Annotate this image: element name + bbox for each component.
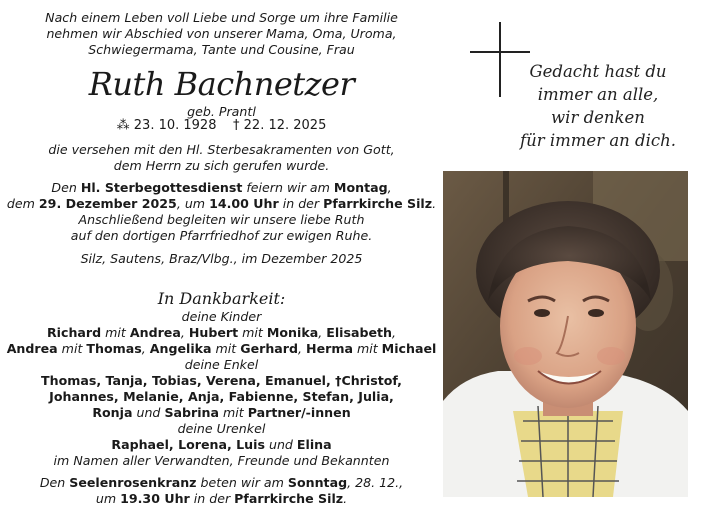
- cross-icon-bar: [470, 51, 530, 53]
- sacraments-line-2: dem Herrn zu sich gerufen wurde.: [113, 158, 330, 173]
- portrait-illustration: [443, 171, 688, 497]
- memorial-quote: [508, 60, 688, 152]
- children-line-1: Richard mit Andrea, Hubert mit Monika, Elisabeth,: [46, 325, 397, 340]
- portrait-photo: [443, 171, 688, 497]
- intro-line-1: Nach einem Leben voll Liebe und Sorge um ihre Familie: [45, 10, 398, 25]
- quote-line-3: wir denken: [551, 108, 645, 127]
- quote-line-4: für immer an dich.: [520, 131, 676, 150]
- intro-line-3: Schwiegermama, Tante und Cousine, Frau: [88, 42, 355, 57]
- funeral-line-4: auf den dortigen Pfarrfriedhof zur ewigen Ruhe.: [70, 228, 373, 243]
- funeral-line-2: dem 29. Dezember 2025, um 14.00 Uhr in der Pfarrkirche Silz.: [6, 196, 437, 211]
- gratitude-heading: In Dankbarkeit:: [157, 289, 286, 308]
- place-date: Silz, Sautens, Braz/Vlbg., im Dezember 2025: [80, 251, 363, 266]
- grandchildren-line-2: Johannes, Melanie, Anja, Fabienne, Stefan, Julia,: [49, 389, 394, 404]
- birth-date: ⁂ 23. 10. 1928: [116, 118, 217, 133]
- sacraments-line-1: die versehen mit den Hl. Sterbesakramenten von Gott,: [48, 142, 395, 157]
- cross-icon: [499, 22, 501, 97]
- grandchildren-line-1: Thomas, Tanja, Tobias, Verena, Emanuel, †Christof,: [41, 373, 402, 388]
- funeral-line-3: Anschließend begleiten wir unsere liebe Ruth: [78, 212, 365, 227]
- children-label: deine Kinder: [181, 309, 262, 324]
- great-grandchildren-line: Raphael, Lorena, Luis und Elina: [111, 437, 332, 452]
- quote-line-1: Gedacht hast du: [529, 62, 667, 81]
- rosary-line-2: um 19.30 Uhr in der Pfarrkirche Silz.: [95, 491, 348, 506]
- intro-line-2: nehmen wir Abschied von unserer Mama, Oma, Uroma,: [46, 26, 397, 41]
- deceased-name: Ruth Bachnetzer: [88, 65, 355, 103]
- grandchildren-line-3: Ronja und Sabrina mit Partner/-innen: [92, 405, 351, 420]
- death-date: † 22. 12. 2025: [233, 118, 327, 133]
- grandchildren-label: deine Enkel: [184, 357, 259, 372]
- relatives-line: im Namen aller Verwandten, Freunde und Bekannten: [53, 453, 390, 468]
- children-line-2: Andrea mit Thomas, Angelika mit Gerhard, Herma mit Michael: [6, 341, 437, 356]
- quote-line-2: immer an alle,: [537, 85, 659, 104]
- maiden-name: geb. Prantl: [187, 104, 256, 119]
- funeral-line-1: Den Hl. Sterbegottesdienst feiern wir am Montag,: [51, 180, 392, 195]
- great-grandchildren-label: deine Urenkel: [177, 421, 266, 436]
- life-dates: [0, 118, 443, 133]
- rosary-line-1: Den Seelenrosenkranz beten wir am Sonntag, 28. 12.,: [39, 475, 404, 490]
